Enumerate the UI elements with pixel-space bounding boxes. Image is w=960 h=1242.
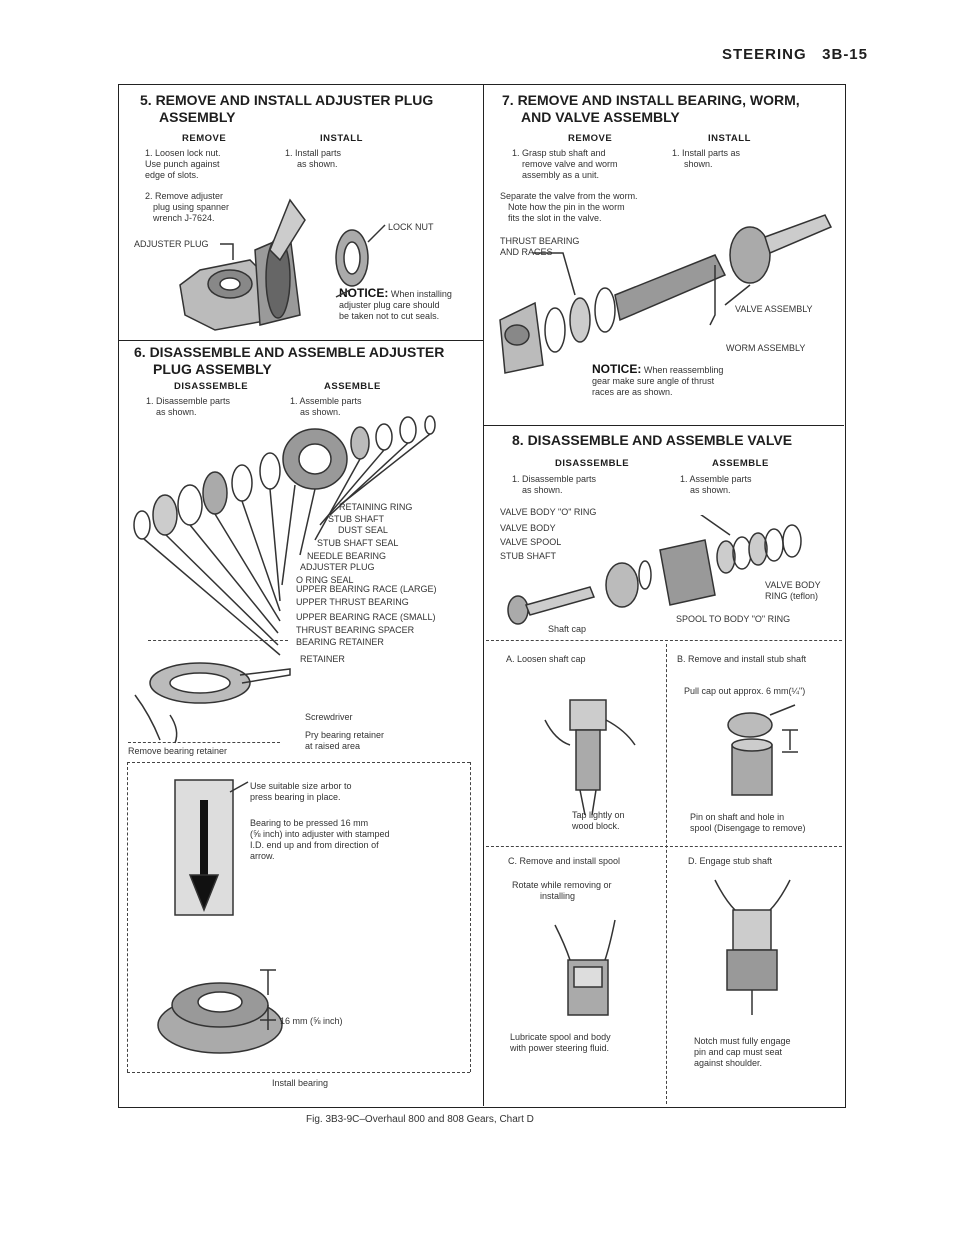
s5-step2-l3: wrench J-7624. xyxy=(153,213,215,223)
valve-body-label: VALVE BODY xyxy=(500,523,556,533)
press-note xyxy=(250,818,390,862)
s5-remove-heading: REMOVE xyxy=(182,133,227,144)
panel-d-notch-l1: Notch must fully engage xyxy=(694,1036,791,1046)
s8-assemble-heading: ASSEMBLE xyxy=(712,458,769,469)
s5-notice-l1: When installing xyxy=(390,289,452,299)
s7-sep-l1: Separate the valve from the worm. xyxy=(500,191,638,201)
s5-install1-l2: as shown. xyxy=(297,159,338,169)
s5-install1 xyxy=(285,148,341,170)
s7-sep-l2: Note how the pin in the worm xyxy=(508,202,625,212)
panel-c-lube-l2: with power steering fluid. xyxy=(510,1043,610,1053)
s7-install-heading: INSTALL xyxy=(708,133,751,144)
s7-remove-heading: REMOVE xyxy=(568,133,613,144)
s8-panels-top xyxy=(486,640,842,641)
s8-panels-vertical xyxy=(666,644,667,1104)
panel-a-title: A. Loosen shaft cap xyxy=(506,654,586,664)
panel-c-title: C. Remove and install spool xyxy=(508,856,621,866)
s8-as-l1: 1. Assemble parts xyxy=(680,474,752,484)
pry-note xyxy=(305,730,384,752)
s8-dis-step xyxy=(512,474,596,496)
valve-spool-label: VALVE SPOOL xyxy=(500,537,562,547)
dimension-label: 16 mm (⅝ inch) xyxy=(280,1016,343,1026)
s7-notice xyxy=(592,364,723,398)
press-note-l2: (⅝ inch) into adjuster with stamped xyxy=(250,829,390,839)
part-upper-thrust-bearing: UPPER THRUST BEARING xyxy=(296,597,409,607)
part-dust-seal: DUST SEAL xyxy=(338,525,388,535)
panel-b-title: B. Remove and install stub shaft xyxy=(677,654,807,664)
panel-c-lube-note xyxy=(510,1032,611,1054)
panel-b-pin-note xyxy=(690,812,806,834)
panel-a-illustration xyxy=(540,690,640,830)
s8-panels-middle xyxy=(486,846,842,847)
s7-title-line2: AND VALVE ASSEMBLY xyxy=(521,109,680,125)
s7-title-line1: 7. REMOVE AND INSTALL BEARING, WORM, xyxy=(502,92,800,108)
install-bearing-caption: Install bearing xyxy=(272,1078,329,1088)
s8-title: 8. DISASSEMBLE AND ASSEMBLE VALVE xyxy=(512,432,793,448)
s7-notice-l1: When reassembling xyxy=(643,365,724,375)
panel-c-illustration xyxy=(540,905,640,1025)
part-stub-shaft-seal: STUB SHAFT SEAL xyxy=(317,538,399,548)
s8-disassemble-heading: DISASSEMBLE xyxy=(555,458,630,469)
s7-notice-l2: gear make sure angle of thrust xyxy=(592,376,715,386)
teflon-ring-l1: VALVE BODY xyxy=(765,580,821,590)
panel-b-pin-l1: Pin on shaft and hole in xyxy=(690,812,785,822)
s7-notice-l3: races are as shown. xyxy=(592,387,673,397)
divider-s7-s8 xyxy=(484,425,844,426)
s5-install-heading: INSTALL xyxy=(320,133,363,144)
pry-box-top xyxy=(148,640,288,641)
panel-c-rotate-l2: installing xyxy=(540,891,576,901)
part-retaining-ring: RETAINING RING xyxy=(339,502,413,512)
panel-b-pull-note: Pull cap out approx. 6 mm(¼") xyxy=(684,686,806,696)
page-number: 3B-15 xyxy=(822,46,868,63)
part-upper-race-large: UPPER BEARING RACE (LARGE) xyxy=(296,584,437,594)
part-upper-race-small: UPPER BEARING RACE (SMALL) xyxy=(296,612,436,622)
divider-s5-s6 xyxy=(118,340,483,341)
teflon-ring-l2: RING (teflon) xyxy=(765,591,819,601)
press-note-l1: Bearing to be pressed 16 mm xyxy=(250,818,369,828)
s7-remove-l2: remove valve and worm xyxy=(522,159,618,169)
s6-disassemble-heading: DISASSEMBLE xyxy=(174,381,249,392)
arbor-note-l2: press bearing in place. xyxy=(250,792,341,802)
screwdriver-label: Screwdriver xyxy=(305,712,353,722)
s6-dis-l1: 1. Disassemble parts xyxy=(146,396,231,406)
s6-title xyxy=(134,344,444,378)
install-box-bottom xyxy=(127,1072,470,1073)
s6-as-l1: 1. Assemble parts xyxy=(290,396,362,406)
arbor-note xyxy=(250,781,352,803)
s7-remove-step xyxy=(512,148,618,181)
worm-assembly-label: WORM ASSEMBLY xyxy=(726,343,806,353)
lock-nut-label: LOCK NUT xyxy=(388,222,434,232)
s8-as-l2: as shown. xyxy=(690,485,731,495)
panel-c-rotate-l1: Rotate while removing or xyxy=(512,880,612,890)
s6-as-l2: as shown. xyxy=(300,407,341,417)
part-stub-shaft: STUB SHAFT xyxy=(328,514,385,524)
part-o-ring-seal: O RING SEAL xyxy=(296,575,354,585)
s5-title xyxy=(140,92,433,126)
s5-illustration xyxy=(160,180,480,340)
s7-install-l2: shown. xyxy=(684,159,713,169)
s5-step2-l2: plug using spanner xyxy=(153,202,230,212)
s7-install-step xyxy=(672,148,740,170)
install-box-right xyxy=(470,762,471,1072)
s5-step1 xyxy=(145,148,221,181)
pry-note-l2: at raised area xyxy=(305,741,361,751)
s5-notice-l3: be taken not to cut seals. xyxy=(339,311,440,321)
s5-step1-l3: edge of slots. xyxy=(145,170,199,180)
thrust-l1: THRUST BEARING xyxy=(500,236,580,246)
panel-a-note-l1: Tap lightly on xyxy=(572,810,625,820)
s7-sep-l3: fits the slot in the valve. xyxy=(508,213,602,223)
panel-d-title: D. Engage stub shaft xyxy=(688,856,773,866)
s6-dis-l2: as shown. xyxy=(156,407,197,417)
s7-remove-l3: assembly as a unit. xyxy=(522,170,600,180)
install-box-top xyxy=(127,762,470,763)
s7-notice-word: NOTICE: xyxy=(592,362,642,376)
s5-step2-l1: 2. Remove adjuster xyxy=(145,191,224,201)
s5-notice-l2: adjuster plug care should xyxy=(339,300,440,310)
s5-notice-word: NOTICE: xyxy=(339,286,389,300)
spool-oring-label: SPOOL TO BODY "O" RING xyxy=(676,614,791,624)
part-needle-bearing: NEEDLE BEARING xyxy=(307,551,387,561)
panel-c-lube-l1: Lubricate spool and body xyxy=(510,1032,611,1042)
panel-b-illustration xyxy=(710,700,820,810)
s5-install1-l1: 1. Install parts xyxy=(285,148,342,158)
shaft-cap-label: Shaft cap xyxy=(548,624,587,634)
s7-illustration xyxy=(495,195,845,390)
panel-d-illustration xyxy=(695,870,815,1020)
panel-a-note-l2: wood block. xyxy=(572,821,620,831)
valve-body-oring-label: VALVE BODY "O" RING xyxy=(500,507,597,517)
thrust-l2: AND RACES xyxy=(500,247,553,257)
panel-a-note xyxy=(572,810,625,832)
part-retainer: RETAINER xyxy=(300,654,345,664)
part-thrust-bearing-spacer: THRUST BEARING SPACER xyxy=(296,625,415,635)
press-note-l4: arrow. xyxy=(250,851,275,861)
s6-title-line1: 6. DISASSEMBLE AND ASSEMBLE ADJUSTER xyxy=(134,344,445,360)
s5-step1-l1: 1. Loosen lock nut. xyxy=(145,148,221,158)
s7-title xyxy=(502,92,800,126)
s6-assemble-heading: ASSEMBLE xyxy=(324,381,381,392)
s7-install-l1: 1. Install parts as xyxy=(672,148,741,158)
pry-illustration xyxy=(130,645,300,745)
s5-title-line1: 5. REMOVE AND INSTALL ADJUSTER PLUG xyxy=(140,92,434,108)
panel-c-rotate-note xyxy=(512,880,612,902)
page-header xyxy=(722,46,868,63)
figure-caption: Fig. 3B3-9C–Overhaul 800 and 808 Gears, Chart D xyxy=(306,1114,534,1125)
teflon-ring-label xyxy=(765,580,821,602)
s8-as-step xyxy=(680,474,752,496)
part-bearing-retainer: BEARING RETAINER xyxy=(296,637,384,647)
s5-step1-l2: Use punch against xyxy=(145,159,220,169)
s5-title-line2: ASSEMBLY xyxy=(159,109,236,125)
s8-dis-l2: as shown. xyxy=(522,485,563,495)
arbor-note-l1: Use suitable size arbor to xyxy=(250,781,352,791)
s7-remove-l1: 1. Grasp stub shaft and xyxy=(512,148,606,158)
press-note-l3: I.D. end up and from direction of xyxy=(250,840,379,850)
panel-b-pin-l2: spool (Disengage to remove) xyxy=(690,823,806,833)
stub-shaft-label: STUB SHAFT xyxy=(500,551,557,561)
column-divider xyxy=(483,84,484,1106)
valve-assembly-label: VALVE ASSEMBLY xyxy=(735,304,813,314)
install-box-left xyxy=(127,762,128,1072)
section-name: STEERING xyxy=(721,46,807,63)
part-adjuster-plug: ADJUSTER PLUG xyxy=(300,562,375,572)
s8-dis-l1: 1. Disassemble parts xyxy=(512,474,597,484)
panel-d-notch-l3: against shoulder. xyxy=(694,1058,763,1068)
panel-d-notch-l2: pin and cap must seat xyxy=(694,1047,783,1057)
pry-note-l1: Pry bearing retainer xyxy=(305,730,385,740)
panel-d-notch-note xyxy=(694,1036,791,1069)
adjuster-plug-label: ADJUSTER PLUG xyxy=(134,239,209,249)
s6-title-line2: PLUG ASSEMBLY xyxy=(153,361,272,377)
remove-bearing-retainer-caption: Remove bearing retainer xyxy=(128,746,228,756)
